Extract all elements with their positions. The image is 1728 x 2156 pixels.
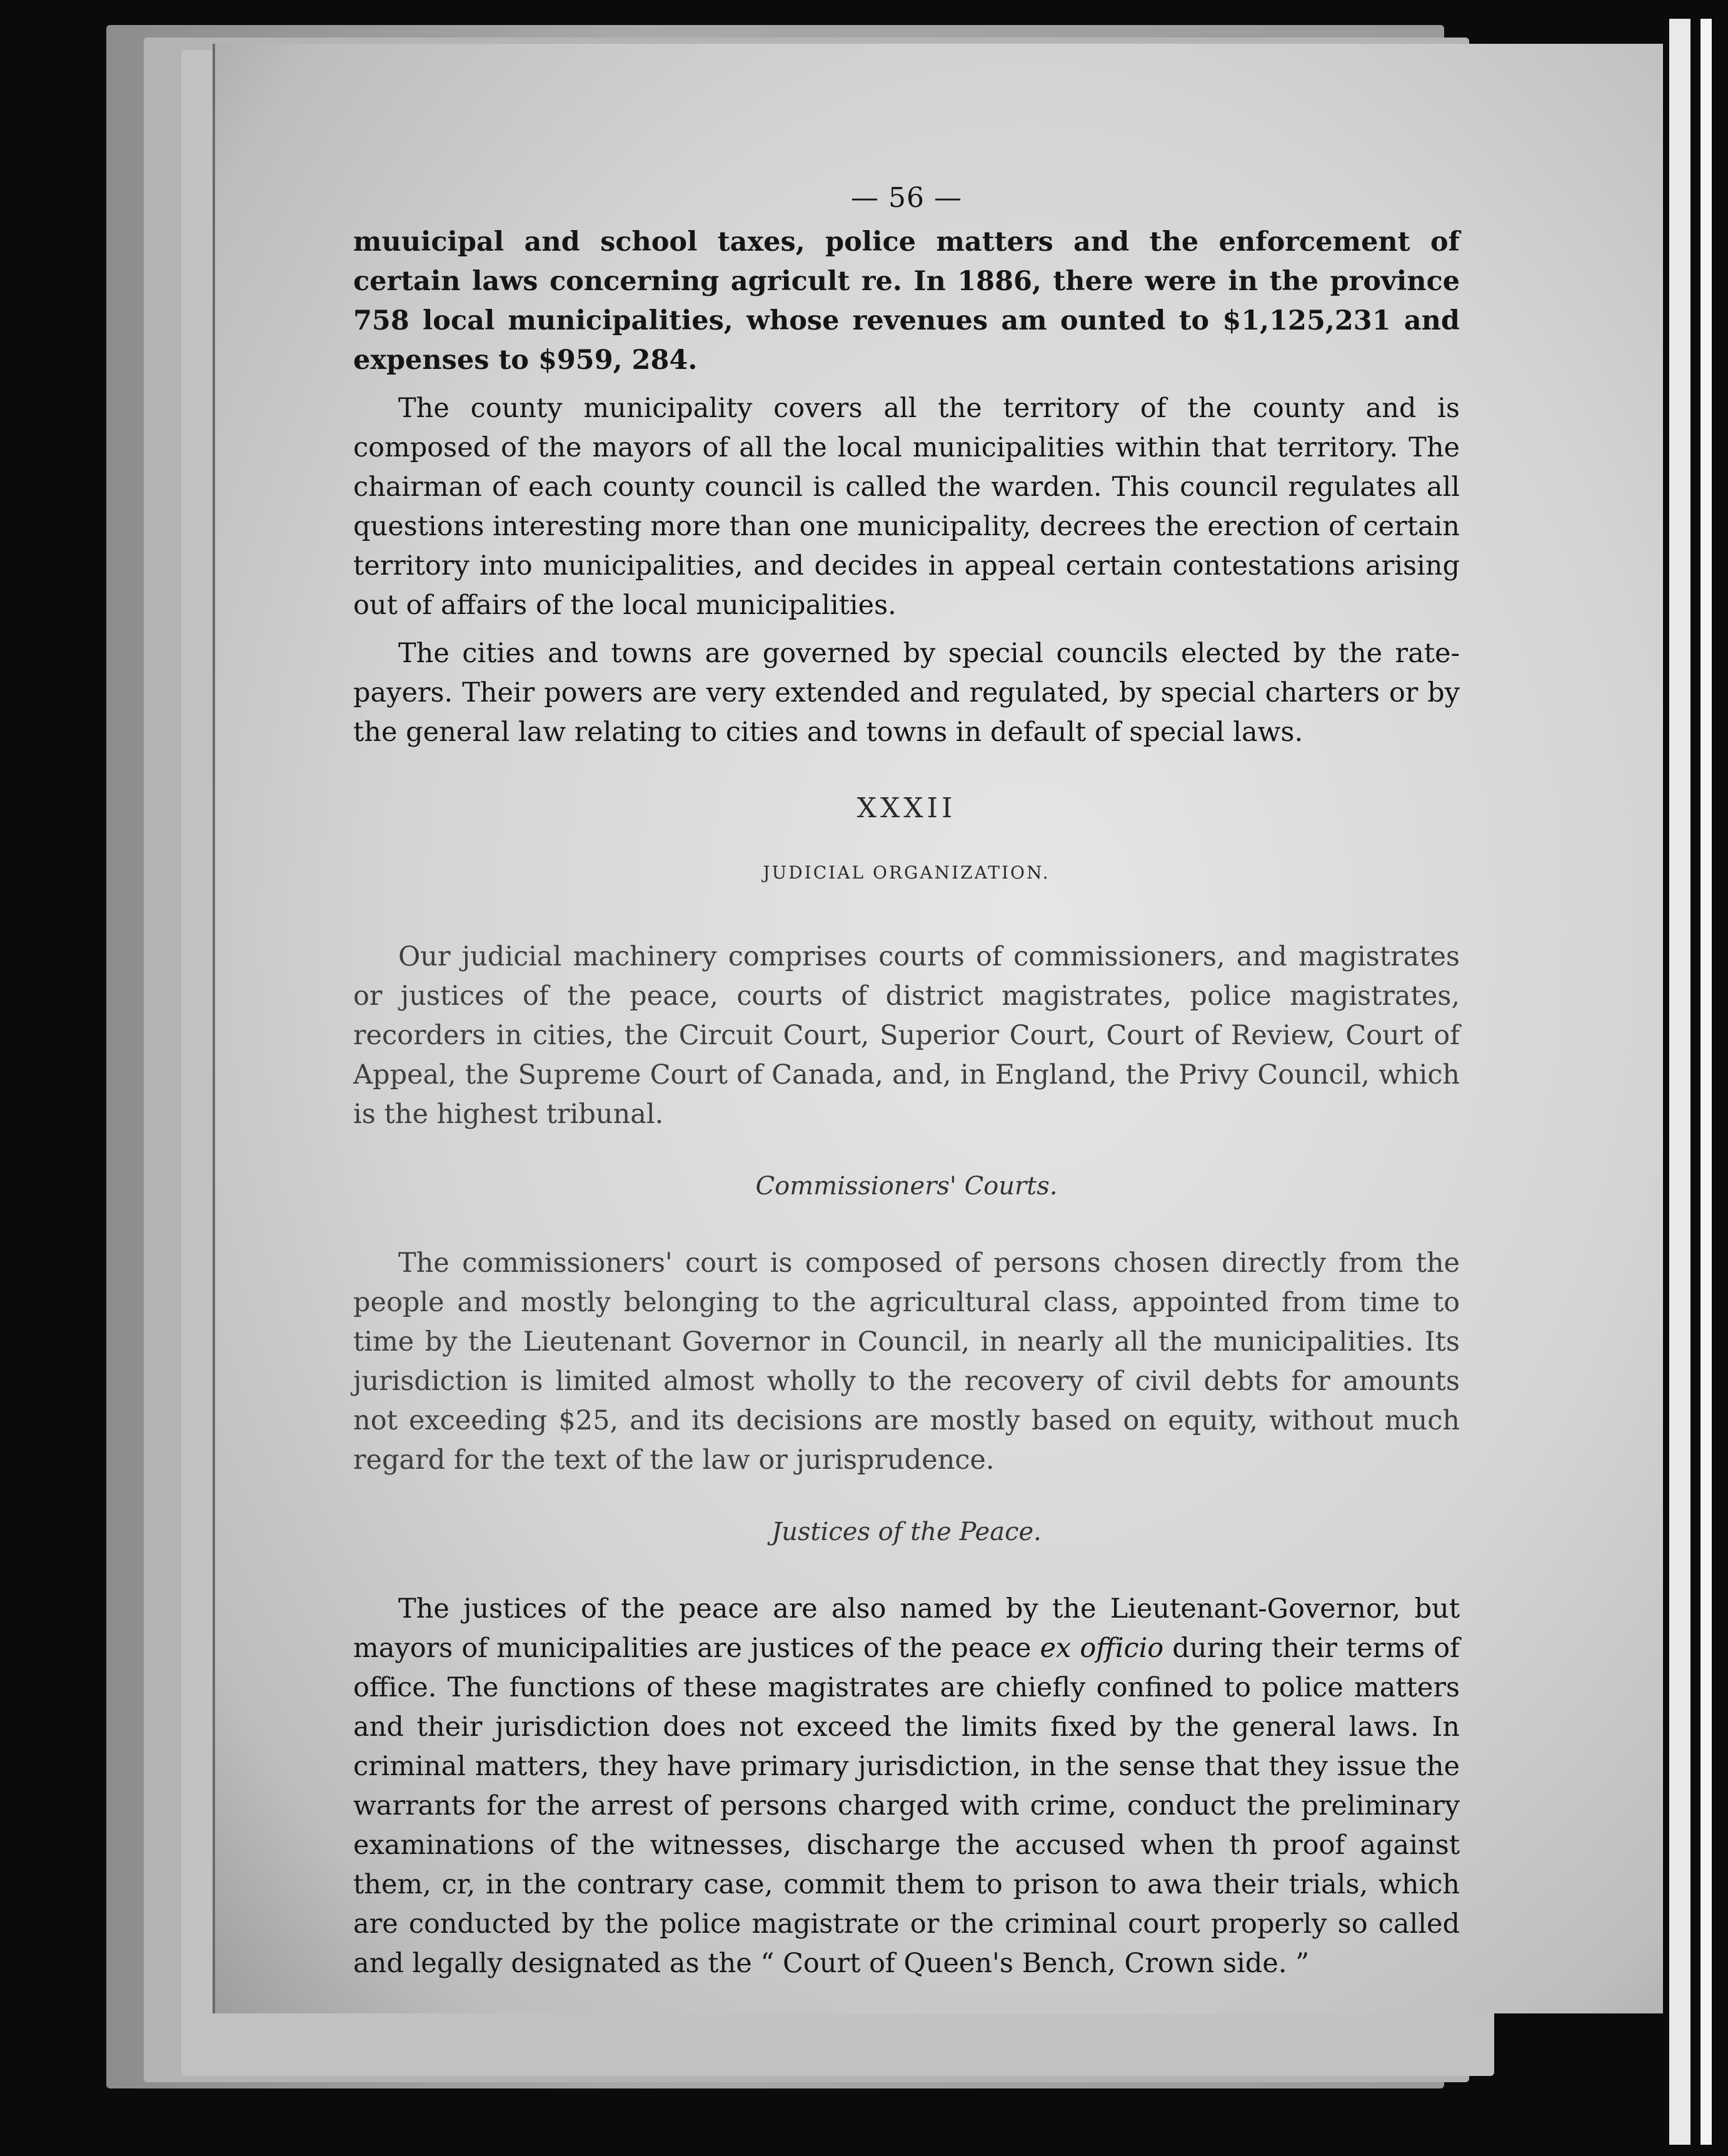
page-text <box>353 178 1460 1992</box>
paragraph-cities-towns: The cities and towns are governed by special councils elected by the rate-payers. Their powers are very extended and regulated, by special charters or by the general law relating to cities and towns in default of special laws. <box>353 638 1460 748</box>
paragraph-justices-of-the-peace <box>353 1589 1460 1983</box>
subheading-commissioners-courts: Commissioners' Courts. <box>755 1172 1058 1201</box>
page-number: — 56 — <box>851 182 962 214</box>
section-title: JUDICIAL ORGANIZATION. <box>763 862 1050 883</box>
paragraph-judicial-machinery: Our judicial machinery comprises courts of commissioners, and magistrates or justices of the peace, courts of district magistrates, police magistrates, recorders in cities, the Circuit Court, Superior Court, Court of Review, Court of Appeal, the Supreme Court of Canada, and, in England, the Privy Council, which is the highest tribunal. <box>353 941 1460 1130</box>
paragraph-municipal-taxes: muuicipal and school taxes, police matters and the enforcement of certain laws concerning agricult re. In 1886, there were in the province 758 local municipalities, whose revenues am ounted to $1,125,231 and expenses to $959, 284. <box>353 226 1460 376</box>
justices-text-part-2: during their terms of office. The functions of these magistrates are chiefly confined to police matters and their jurisdiction does not exceed the limits fixed by the general laws. In criminal matters, they have primary jurisdiction, in the sense that they issue the warrants for the arrest of persons charged with crime, conduct the preliminary examinations of the witnesses, discharge the accused when th proof against them, cr, in the contrary case, commit them to prison to awa their trials, which are conducted by the police magistrate or the criminal court properly so called and legally designated as the “ Court of Queen's Bench, Crown side. ” <box>353 1633 1460 1979</box>
paragraph-commissioners-court: The commissioners' court is composed of persons chosen directly from the people and mostly belonging to the agricultural class, appointed from time to time by the Lieutenant Governor in Council, in nearly all the municipalities. Its jurisdiction is limited almost wholly to the recovery of civil debts for amounts not exceeding $25, and its decisions are mostly based on equity, without much regard for the text of the law or jurisprudence. <box>353 1247 1460 1476</box>
facing-page-edge <box>1663 0 1728 2156</box>
paragraph-county-municipality: The county municipality covers all the territory of the county and is composed of the mayors of all the local municipalities within that territory. The chairman of each county council is called the warden. This council regulates all questions interesting more than one municipality, decrees the erection of certain territory into municipalities, and decides in appeal certain contestations arising out of affairs of the local municipalities. <box>353 393 1460 621</box>
subheading-justices-of-the-peace: Justices of the Peace. <box>771 1518 1042 1546</box>
justices-text-part-1: The justices of the peace are also named by the Lieutenant-Governor, but mayors of municipalities are justices of the peace <box>353 1593 1460 1664</box>
section-number: XXXII <box>856 792 957 824</box>
ex-officio-italic: ex officio <box>1040 1633 1164 1664</box>
